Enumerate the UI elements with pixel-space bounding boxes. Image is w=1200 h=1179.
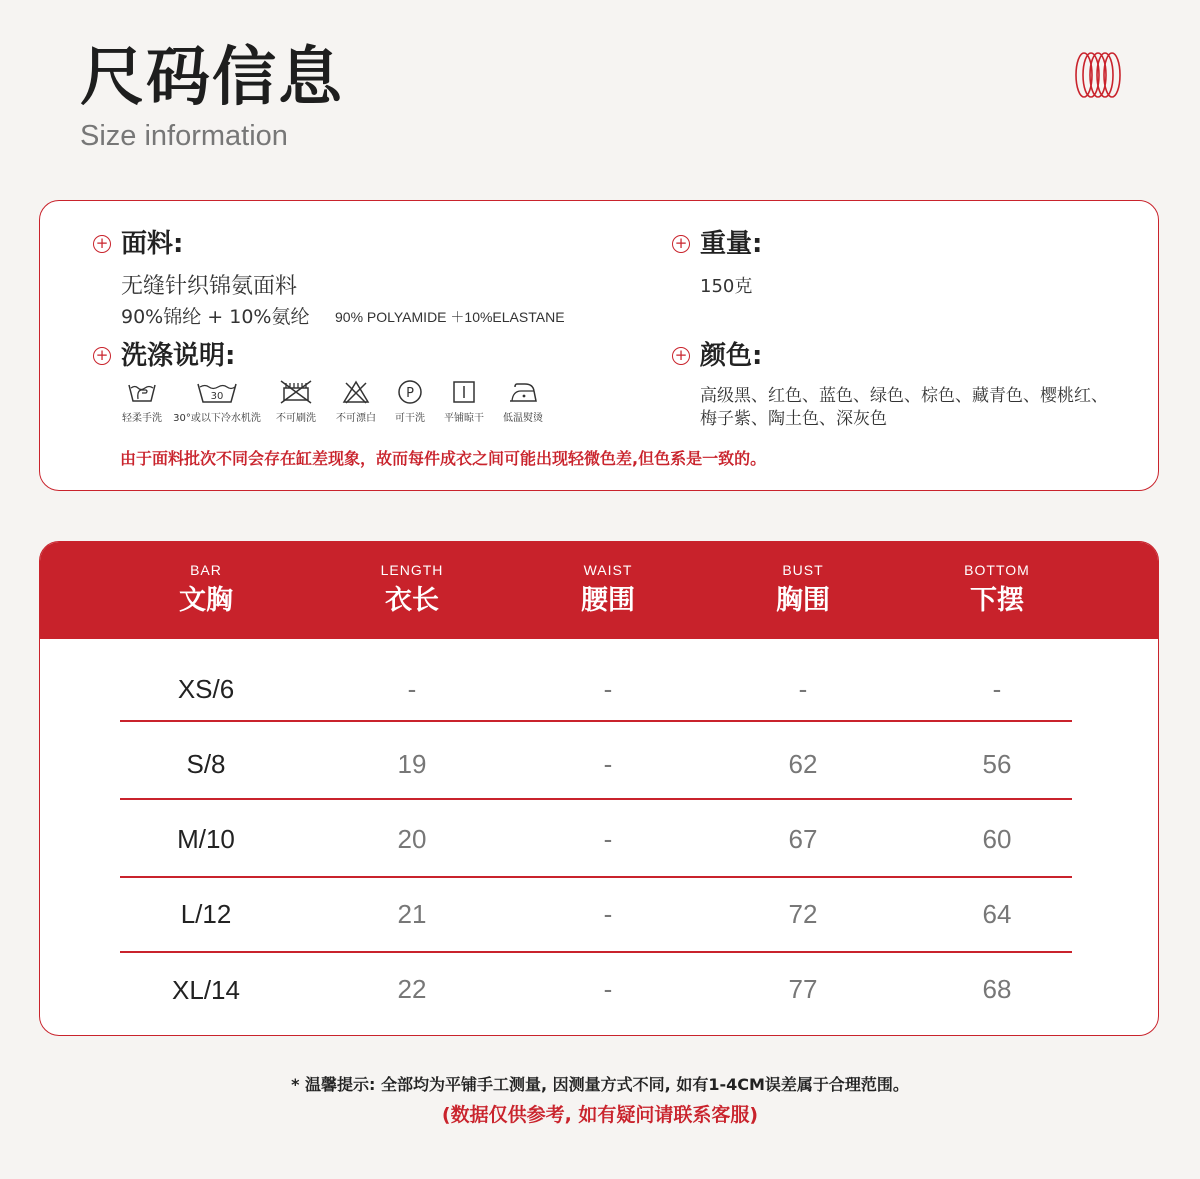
- care-item: [495, 379, 551, 424]
- plus-circle-icon: +: [93, 235, 111, 253]
- hand-wash-icon: [127, 379, 157, 405]
- table-cell: 21: [397, 899, 427, 929]
- plus-circle-icon: +: [672, 347, 690, 365]
- no-brush-icon: [278, 379, 314, 405]
- table-cell: 67: [788, 824, 818, 854]
- care-label: 30°或以下冷水机洗: [173, 413, 261, 424]
- table-cell-size: L/12: [180, 899, 232, 929]
- table-cell: 19: [397, 749, 427, 779]
- care-label: 不可漂白: [336, 413, 376, 424]
- column-header-bust: BUST 胸围: [776, 562, 830, 616]
- table-cell: 64: [982, 899, 1012, 929]
- low-iron-icon: [507, 379, 539, 405]
- table-cell-size: S/8: [186, 749, 226, 779]
- column-header-waist: WAIST 腰围: [581, 562, 635, 616]
- size-table: [39, 541, 1159, 1036]
- table-cell: 60: [982, 824, 1012, 854]
- care-label: 低温熨烫: [503, 413, 543, 424]
- table-cell: 77: [788, 974, 818, 1004]
- no-bleach-icon: [341, 379, 371, 405]
- ring-coil-icon: [1072, 50, 1124, 100]
- table-cell-size: XS/6: [177, 674, 235, 704]
- care-label: 可干洗: [395, 413, 425, 424]
- row-divider: [120, 951, 1072, 953]
- care-item: [327, 379, 385, 424]
- page-title: 尺码信息: [80, 41, 344, 115]
- table-cell: 68: [982, 974, 1012, 1004]
- table-cell-size: M/10: [177, 824, 235, 854]
- table-cell-size: XL/14: [172, 975, 240, 1005]
- care-item: [435, 379, 493, 424]
- measurement-tip: * 温馨提示: 全部均为平铺手工测量, 因测量方式不同, 如有1-4CM误差属于合理范围。: [291, 1075, 909, 1094]
- table-cell: -: [992, 674, 1002, 704]
- row-divider: [120, 798, 1072, 800]
- care-item: [267, 379, 325, 424]
- fabric-name: 无缝针织锦氨面料: [121, 274, 298, 299]
- table-cell: 72: [788, 899, 818, 929]
- care-item: [169, 379, 265, 424]
- weight-value: 150克: [700, 276, 753, 297]
- table-cell: 22: [397, 974, 427, 1004]
- table-cell: -: [603, 749, 613, 779]
- flat-dry-icon: [450, 379, 478, 405]
- table-cell: 62: [788, 749, 818, 779]
- svg-text:P: P: [406, 386, 414, 401]
- column-header-bottom: BOTTOM 下摆: [964, 562, 1030, 616]
- fabric-heading: 面料:: [121, 229, 184, 259]
- fabric-composition-en: 90% POLYAMIDE ＋10%ELASTANE: [335, 309, 565, 325]
- page-subtitle: Size information: [80, 120, 288, 152]
- plus-circle-icon: +: [93, 347, 111, 365]
- care-label: 平铺晾干: [444, 413, 484, 424]
- table-cell: -: [603, 824, 613, 854]
- care-label: 轻柔手洗: [122, 413, 162, 424]
- wash-30-icon: [196, 379, 238, 405]
- table-cell: -: [603, 974, 613, 1004]
- row-divider: [120, 876, 1072, 878]
- reference-note: (数据仅供参考, 如有疑问请联系客服): [441, 1104, 759, 1126]
- care-item: [387, 379, 433, 424]
- colors-line-2: 梅子紫、陶土色、深灰色: [700, 409, 887, 429]
- table-cell: -: [798, 674, 808, 704]
- color-variance-note: 由于面料批次不同会存在缸差现象，故而每件成衣之间可能出现轻微色差,但色系是一致的。: [120, 449, 767, 468]
- table-cell: 56: [982, 749, 1012, 779]
- care-item: [117, 379, 167, 424]
- weight-heading: 重量:: [700, 229, 763, 259]
- care-instructions: [117, 379, 553, 424]
- table-cell: -: [603, 899, 613, 929]
- fabric-composition-cn: 90%锦纶 + 10%氨纶: [121, 306, 310, 328]
- colors-line-1: 高级黑、红色、蓝色、绿色、棕色、藏青色、樱桃红、: [700, 386, 1108, 406]
- column-header-length: LENGTH 衣长: [380, 562, 444, 616]
- table-cell: 20: [397, 824, 427, 854]
- table-cell: -: [603, 674, 613, 704]
- svg-text:30: 30: [210, 391, 224, 402]
- colors-heading: 颜色:: [700, 341, 763, 371]
- washing-heading: 洗涤说明:: [121, 341, 236, 371]
- plus-circle-icon: +: [672, 235, 690, 253]
- row-divider: [120, 720, 1072, 722]
- care-label: 不可刷洗: [276, 413, 316, 424]
- table-cell: -: [407, 674, 417, 704]
- table-header: [40, 542, 1158, 639]
- dry-clean-p-icon: [396, 379, 424, 405]
- column-header-bar: BAR 文胸: [179, 562, 233, 616]
